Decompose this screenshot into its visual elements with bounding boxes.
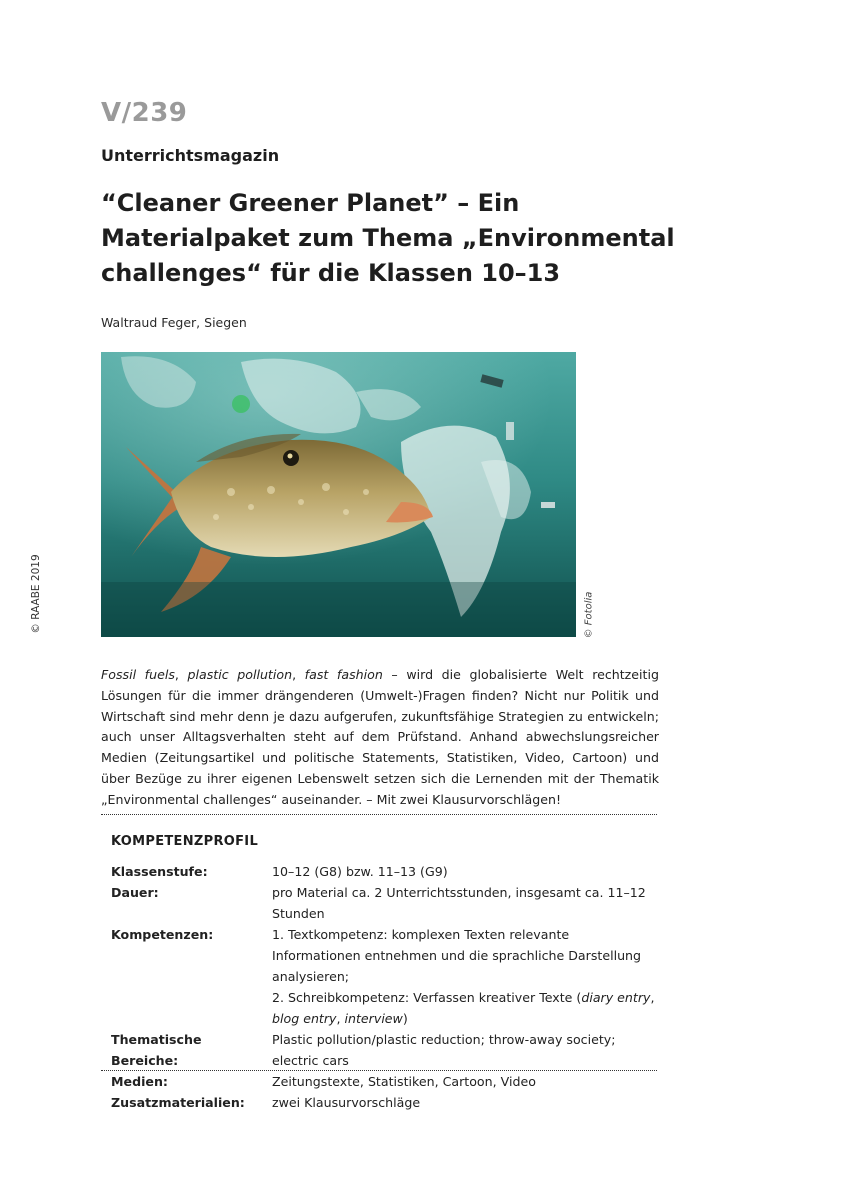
term-plastic-pollution: plastic pollution	[187, 667, 293, 682]
profile-value: pro Material ca. 2 Unterrichtsstunden, insgesamt ca. 11–12 Stunden	[272, 885, 646, 921]
kompetenz-2-sep: ,	[650, 990, 655, 1005]
divider-top	[101, 814, 657, 815]
profile-value: Zeitungstexte, Statistiken, Cartoon, Video	[272, 1074, 536, 1089]
profile-value: Plastic pollution/plastic reduction; throw-away society; electric cars	[272, 1032, 616, 1068]
fish-in-plastic-illustration	[101, 352, 576, 637]
photo-credit: © Fotolia	[583, 591, 595, 639]
profile-row-medien	[111, 1071, 661, 1092]
profile-value: 10–12 (G8) bzw. 11–13 (G9)	[272, 864, 448, 879]
profile-label: Thematische Bereiche:	[111, 1032, 202, 1068]
profile-row-zusatz	[111, 1092, 661, 1113]
competence-profile	[111, 861, 661, 1113]
copyright-note: © RAABE 2019	[30, 554, 42, 634]
kompetenz-2-diary: diary entry	[581, 990, 651, 1005]
profile-label: Klassenstufe:	[111, 864, 208, 879]
term-fast-fashion: fast fashion	[304, 667, 383, 682]
profile-row-themen	[111, 1029, 661, 1071]
page-title: “Cleaner Greener Planet” – Ein Materialpaket zum Thema „Environmental challenges“ für die Klassen 10–13	[101, 189, 675, 287]
intro-sep-2: ,	[292, 667, 305, 682]
divider-bottom	[101, 1070, 657, 1071]
publication-kicker: Unterrichtsmagazin	[101, 146, 280, 165]
profile-value	[272, 924, 661, 1029]
kompetenz-1: 1. Textkompetenz: komplexen Texten relevante Informationen entnehmen und die sprachliche Darstellung analysieren;	[272, 927, 642, 984]
intro-paragraph	[101, 665, 659, 811]
author-line: Waltraud Feger, Siegen	[101, 315, 247, 330]
kompetenz-2	[272, 987, 661, 1029]
intro-sep-1: ,	[174, 667, 188, 682]
profile-row-kompetenzen	[111, 924, 661, 1029]
profile-row-klassenstufe	[111, 861, 661, 882]
profile-label: Dauer:	[111, 885, 159, 900]
profile-heading: KOMPETENZPROFIL	[111, 834, 259, 849]
profile-value: zwei Klausurvorschläge	[272, 1095, 421, 1110]
profile-label: Kompetenzen:	[111, 927, 214, 942]
cover-photo	[101, 352, 576, 637]
kompetenz-2-sep: ,	[336, 1011, 345, 1026]
kompetenz-2-blog: blog entry	[272, 1011, 337, 1026]
profile-row-dauer	[111, 882, 661, 924]
profile-label: Medien:	[111, 1074, 168, 1089]
term-fossil-fuels: Fossil fuels	[101, 667, 175, 682]
profile-label: Zusatzmaterialien:	[111, 1095, 245, 1110]
kompetenz-2-interview: interview	[344, 1011, 403, 1026]
intro-text: – wird die globalisierte Welt rechtzeitig Lösungen für die immer drängenderen (Umwelt-)Fragen finden? Nicht nur Politik und Wirtschaft sind mehr denn je dazu aufgerufen, zukunftsfähige Strategien zu entwickeln; auch unser Alltagsverhalten steht auf dem Prüfstand. Anhand abwechslungsreicher Medien (Zeitungsartikel und politische Statements, Statistiken, Video, Cartoon) und über Bezüge zu ihrer eigenen Lebenswelt setzen sich die Lernenden mit der Thematik „Environmental challenges“ auseinander. – Mit zwei Klausurvorschlägen!	[101, 667, 659, 807]
issue-code: V/239	[101, 98, 188, 128]
kompetenz-2-text: 2. Schreibkompetenz: Verfassen kreativer Texte (	[272, 990, 582, 1005]
kompetenz-2-close: )	[402, 1011, 408, 1026]
